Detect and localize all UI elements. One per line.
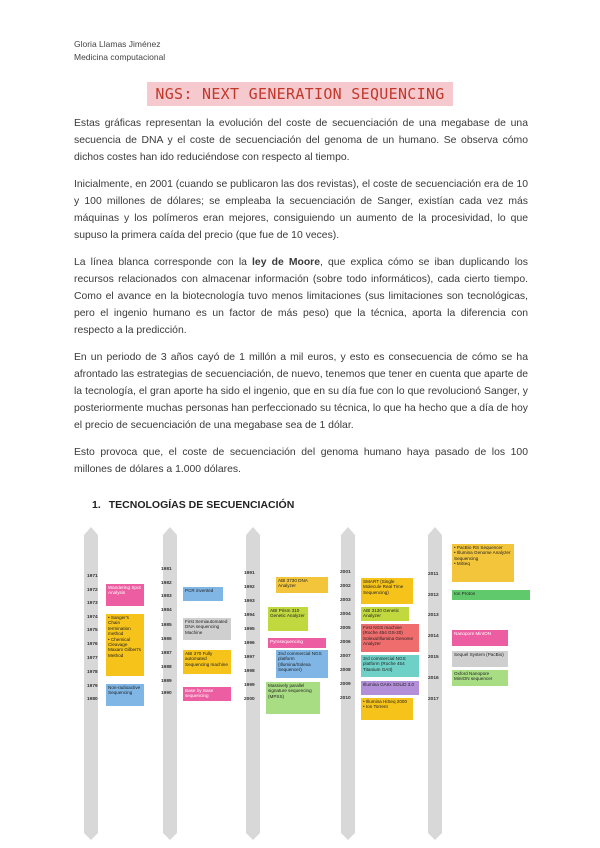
year-label: 1975 <box>87 628 98 633</box>
year-label: 1972 <box>87 588 98 593</box>
year-label: 1989 <box>161 679 172 684</box>
box-non-radioactive: Non-radioactive Sequencing <box>106 684 144 706</box>
year-label: 1988 <box>161 665 172 670</box>
section-number: 1. <box>92 499 101 511</box>
box-abi3730: ABI 3730 DNA Analyzer <box>276 577 328 593</box>
box-sequel: Sequel System (PacBio) <box>452 651 508 667</box>
year-label: 1993 <box>244 599 255 604</box>
year-label: 1998 <box>244 669 255 674</box>
year-label: 1971 <box>87 574 98 579</box>
box-sanger <box>106 614 144 676</box>
page-title: NGS: NEXT GENERATION SEQUENCING <box>147 82 452 106</box>
year-label: 1985 <box>161 623 172 628</box>
year-label: 2014 <box>428 634 439 639</box>
year-label: 2003 <box>340 598 351 603</box>
author-name: Gloria Llamas Jiménez <box>74 39 161 49</box>
box-base-by-base: Base by Base sequencing <box>183 687 231 701</box>
year-label: 2017 <box>428 697 439 702</box>
year-label: 2008 <box>340 668 351 673</box>
hiseq-item: • Illumina HiSeq 2000 <box>363 699 411 704</box>
year-label: 2005 <box>340 626 351 631</box>
moore-law-term: ley de Moore <box>252 257 321 268</box>
box-gaiix-solid: Illumina GAIIx SOLiD 3.0 <box>361 681 419 695</box>
year-label: 2000 <box>244 697 255 702</box>
year-label: 1978 <box>87 670 98 675</box>
year-label: 1992 <box>244 585 255 590</box>
year-label: 2013 <box>428 613 439 618</box>
pacbio-item: • PacBio RS Sequencer <box>454 545 512 550</box>
year-label: 1977 <box>87 656 98 661</box>
box-nanopore: Nanopore MinION <box>452 630 508 646</box>
year-label: 1997 <box>244 655 255 660</box>
year-label: 2002 <box>340 584 351 589</box>
box-pacbio-miseq <box>452 544 514 582</box>
paragraph-4: En un periodo de 3 años cayó de 1 millón a mil euros, y esto es consecuencia de cómo se ha afrontado las estrategias de secuenciación, de nuevo, tenemos que tener en cuenta que aparte de la tecnología, el gran aporte ha sido el ingenio, que en su día fue con lo que revolucionó Sanger, y posteriormente muchas personas han perfeccionado su técnica, lo que ha hecho que a día de hoy el precio de secuenciación de una megabase sea de 1 dólar. <box>74 352 528 431</box>
year-label: 1987 <box>161 651 172 656</box>
year-label: 2010 <box>340 696 351 701</box>
ion-torrent-item: • Ion Torrent <box>363 704 411 709</box>
year-label: 1984 <box>161 608 172 613</box>
year-label: 1986 <box>161 637 172 642</box>
year-label: 1999 <box>244 683 255 688</box>
year-label: 1994 <box>244 613 255 618</box>
sanger-item: • Sanger's Chain termination method <box>108 615 142 637</box>
box-smart: SMART (Single Molecule Real Time Sequencing) <box>361 578 413 604</box>
year-label: 1973 <box>87 601 98 606</box>
box-hiseq-ion <box>361 698 413 720</box>
paragraph-1: Estas gráficas representan la evolución del coste de secuenciación de una megabase de una secuencia de DNA y el coste de secuenciación del genoma de un humano. Se observa cómo dichos costes han ido reduciéndose con respecto al tiempo. <box>74 118 528 163</box>
subject-name: Medicina computacional <box>74 52 166 62</box>
genome-analyzer-item: • Illumina Genome Analyzer Sequencing <box>454 550 512 561</box>
box-pyrosequencing: Pyrosequencing <box>268 638 326 648</box>
box-abi3130: ABI 3130 Genetic Analyzer <box>361 607 409 621</box>
year-label: 1991 <box>244 571 255 576</box>
year-label: 2007 <box>340 654 351 659</box>
section-title: TECNOLOGÍAS DE SECUENCIACIÓN <box>108 499 295 511</box>
miseq-item: • MiSeq <box>454 561 512 566</box>
paragraph-2: Inicialmente, en 2001 (cuando se publicaron las dos revistas), el coste de secuenciación era de 10 y 100 millones de dólares; se empleaba la secuenciación de Sanger, existían cada vez más máquinas y los polímeros eran mejores, consiguiendo un aumento de la procesividad, lo que supuso la primera caída del precio (que fue de 10 veces). <box>74 179 528 241</box>
year-label: 1976 <box>87 642 98 647</box>
year-label: 1981 <box>161 567 172 572</box>
year-label: 1980 <box>87 697 98 702</box>
year-label: 2015 <box>428 655 439 660</box>
year-label: 1974 <box>87 615 98 620</box>
paragraph-3-b: , que explica cómo se iban duplicando los recursos relacionados con almacenar información (sobre todo informáticos), cada cierto tiempo. Como el avance en la biotecnología tuvo menos limitaciones (sus limitaciones son tecnológicas, pero el ingenio humano es un factor de más peso) que la técnica, aporta la diferencia con respecto a la predicción. <box>74 257 528 336</box>
box-wandering-spot: Wandering Spot Analysis <box>106 584 144 606</box>
timeline-rail-2 <box>163 535 177 833</box>
year-label: 2012 <box>428 593 439 598</box>
year-label: 2006 <box>340 640 351 645</box>
year-label: 2016 <box>428 676 439 681</box>
timeline-rail-5 <box>428 535 442 833</box>
year-label: 1990 <box>161 691 172 696</box>
year-label: 2009 <box>340 682 351 687</box>
year-label: 2004 <box>340 612 351 617</box>
box-2nd-ngs: 2nd commercial NGS platform (Illumina/Solexa Sequencer) <box>276 650 328 678</box>
year-label: 1979 <box>87 684 98 689</box>
box-abi310: ABI Prism 310 Genetic Analyzer <box>268 607 308 631</box>
year-label: 2011 <box>428 572 439 577</box>
year-label: 1996 <box>244 641 255 646</box>
box-pcr: PCR invented <box>183 587 223 601</box>
box-first-ngs: First NGS machine (Roche 454 GS-20) Solexa/Illumina Genome Analyzer <box>361 624 419 652</box>
year-label: 1995 <box>244 627 255 632</box>
box-3rd-ngs: 3rd commercial NGS platform (Roche 454 Titanium GAII) <box>361 655 419 677</box>
year-label: 2001 <box>340 570 351 575</box>
chemical-item: • Chemical Cleavage Maxam Gilbert's Method <box>108 637 142 659</box>
year-label: 1982 <box>161 581 172 586</box>
box-first-semiautomated: First Semiautomated DNA sequencing Machine <box>183 618 231 640</box>
paragraph-5: Esto provoca que, el coste de secuenciación del genoma humano haya pasado de los 100 millones de dólares a 1.000 dólares. <box>74 447 528 475</box>
box-oxford: Oxford Nanopore MinION sequencer <box>452 670 508 686</box>
box-abi370: ABI 370 Fully automated Sequencing machine <box>183 650 231 674</box>
paragraph-3-a: La línea blanca corresponde con la <box>74 257 253 268</box>
box-mpss: Massively parallel signature sequencing (MPSS) <box>266 682 320 714</box>
box-ion-proton: Ion Proton <box>452 590 530 600</box>
year-label: 1983 <box>161 594 172 599</box>
